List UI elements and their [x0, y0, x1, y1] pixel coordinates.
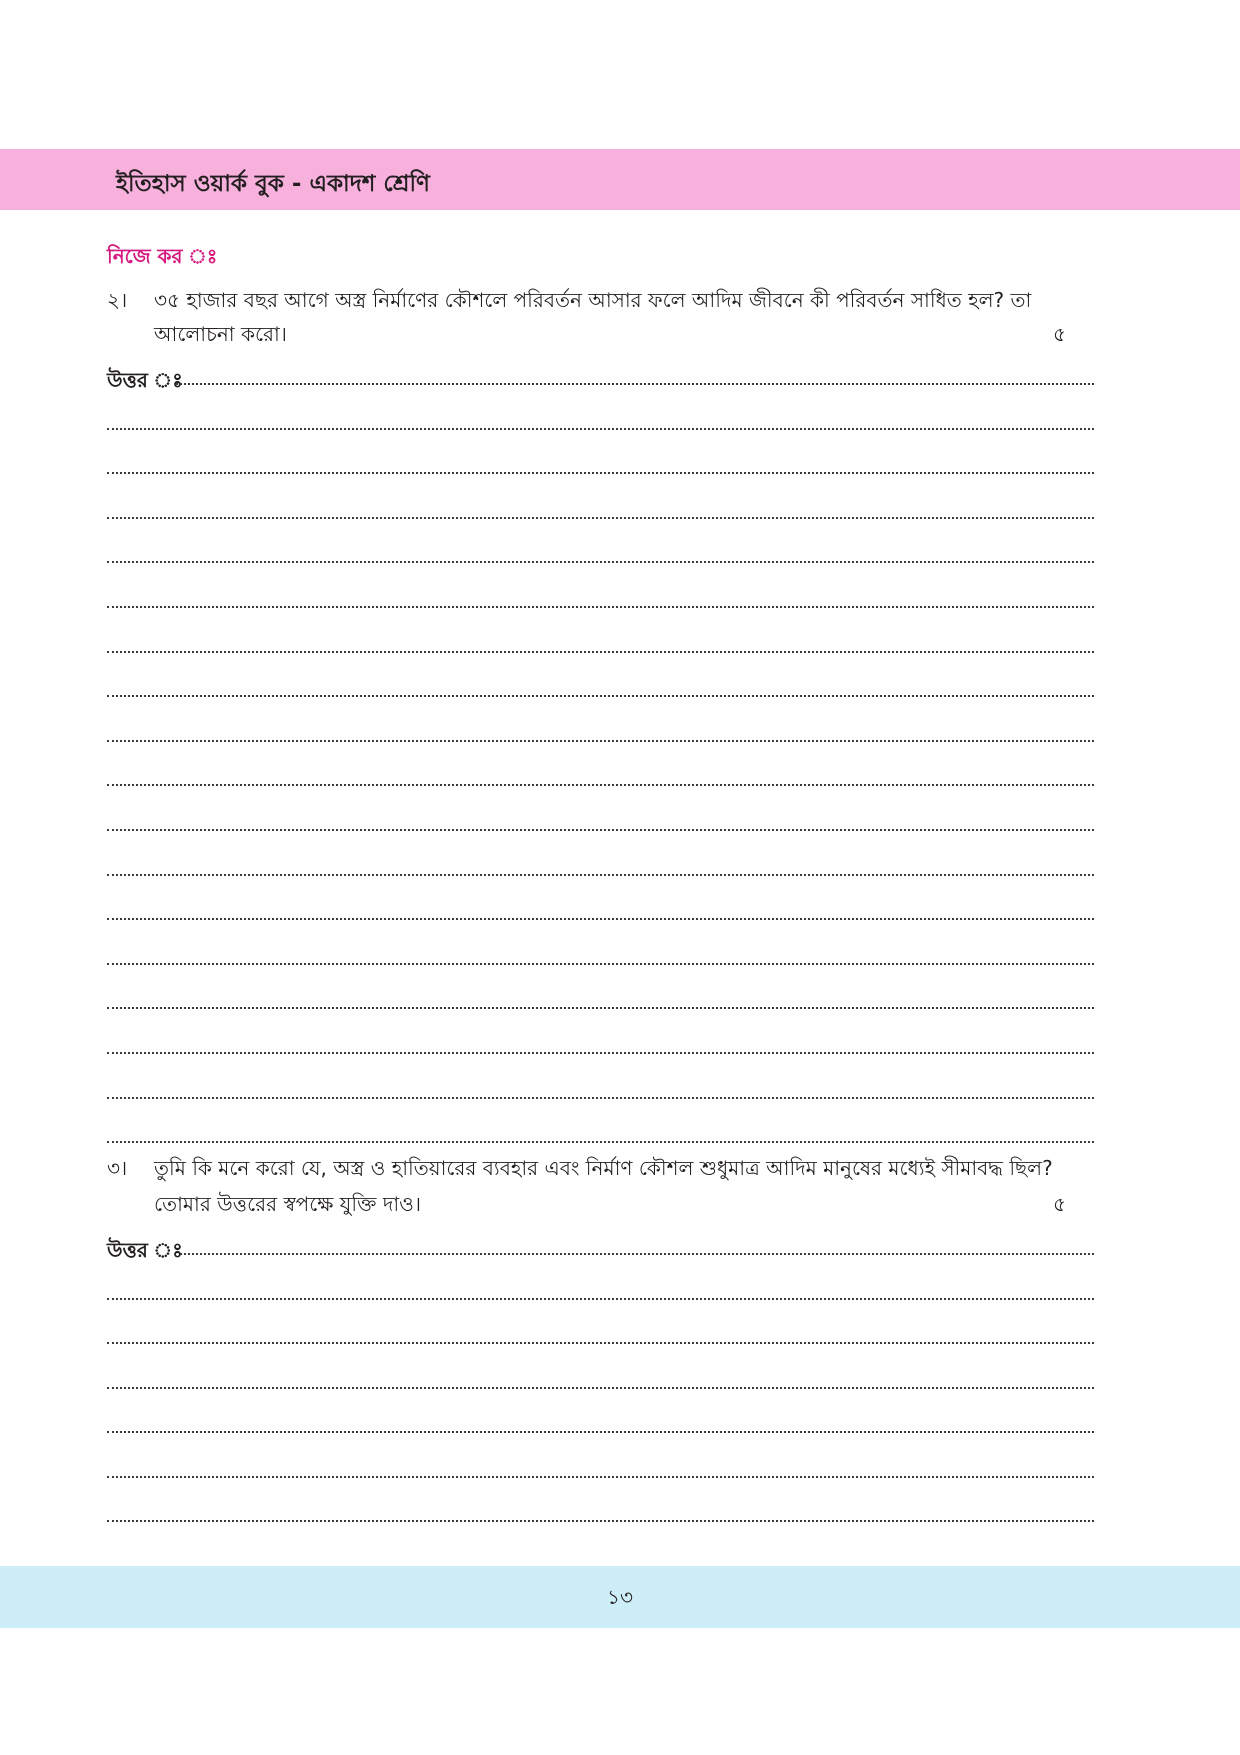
- answer-dotted-line[interactable]: [107, 1007, 1094, 1009]
- answer-dotted-line[interactable]: [107, 472, 1094, 474]
- answer-dotted-line[interactable]: [107, 963, 1094, 965]
- page-number: ১৩: [607, 1585, 633, 1609]
- answer-dotted-line[interactable]: [107, 874, 1094, 876]
- answer-dotted-line[interactable]: [107, 1298, 1094, 1300]
- page-header-title: ইতিহাস ওয়ার্ক বুক - একাদশ শ্রেণি: [116, 171, 430, 197]
- answer-dotted-line[interactable]: [107, 1476, 1094, 1478]
- question-3-text-line2: তোমার উত্তরের স্বপক্ষে যুক্তি দাও।: [154, 1192, 422, 1216]
- answer-dotted-line[interactable]: [107, 651, 1094, 653]
- answer-dotted-line[interactable]: [180, 1253, 1094, 1255]
- question-2-marks: ৫: [1053, 322, 1066, 346]
- answer-dotted-line[interactable]: [176, 383, 1094, 385]
- answer-dotted-line[interactable]: [107, 740, 1094, 742]
- answer-dotted-line[interactable]: [107, 561, 1094, 563]
- answer-dotted-line[interactable]: [107, 1387, 1094, 1389]
- section-heading: নিজে কর ঃ: [107, 244, 218, 268]
- question-3-answer-label: উত্তর ঃ: [107, 1238, 183, 1262]
- answer-dotted-line[interactable]: [107, 428, 1094, 430]
- answer-dotted-line[interactable]: [107, 1342, 1094, 1344]
- question-3-number: ৩।: [107, 1156, 128, 1180]
- answer-dotted-line[interactable]: [107, 1141, 1094, 1143]
- answer-dotted-line[interactable]: [107, 606, 1094, 608]
- question-2-number: ২।: [107, 288, 128, 312]
- answer-dotted-line[interactable]: [107, 1431, 1094, 1433]
- question-3-text-line1: তুমি কি মনে করো যে, অস্ত্র ও হাতিয়ারের ব্যবহার এবং নির্মাণ কৌশল শুধুমাত্র আদিম মানুষের মধ্যেই সীমাবদ্ধ ছিল?: [154, 1156, 1053, 1180]
- answer-dotted-line[interactable]: [107, 829, 1094, 831]
- answer-dotted-line[interactable]: [107, 695, 1094, 697]
- answer-dotted-line[interactable]: [107, 1052, 1094, 1054]
- question-2-text-line2: আলোচনা করো।: [154, 322, 287, 346]
- answer-dotted-line[interactable]: [107, 784, 1094, 786]
- answer-dotted-line[interactable]: [107, 1520, 1094, 1522]
- answer-dotted-line[interactable]: [107, 1097, 1094, 1099]
- question-2-text-line1: ৩৫ হাজার বছর আগে অস্ত্র নির্মাণের কৌশলে পরিবর্তন আসার ফলে আদিম জীবনে কী পরিবর্তন সাধিত হল? তা: [154, 288, 1032, 312]
- question-3-marks: ৫: [1053, 1192, 1066, 1216]
- question-2-answer-label: উত্তর ঃ: [107, 368, 183, 392]
- answer-dotted-line[interactable]: [107, 517, 1094, 519]
- answer-dotted-line[interactable]: [107, 918, 1094, 920]
